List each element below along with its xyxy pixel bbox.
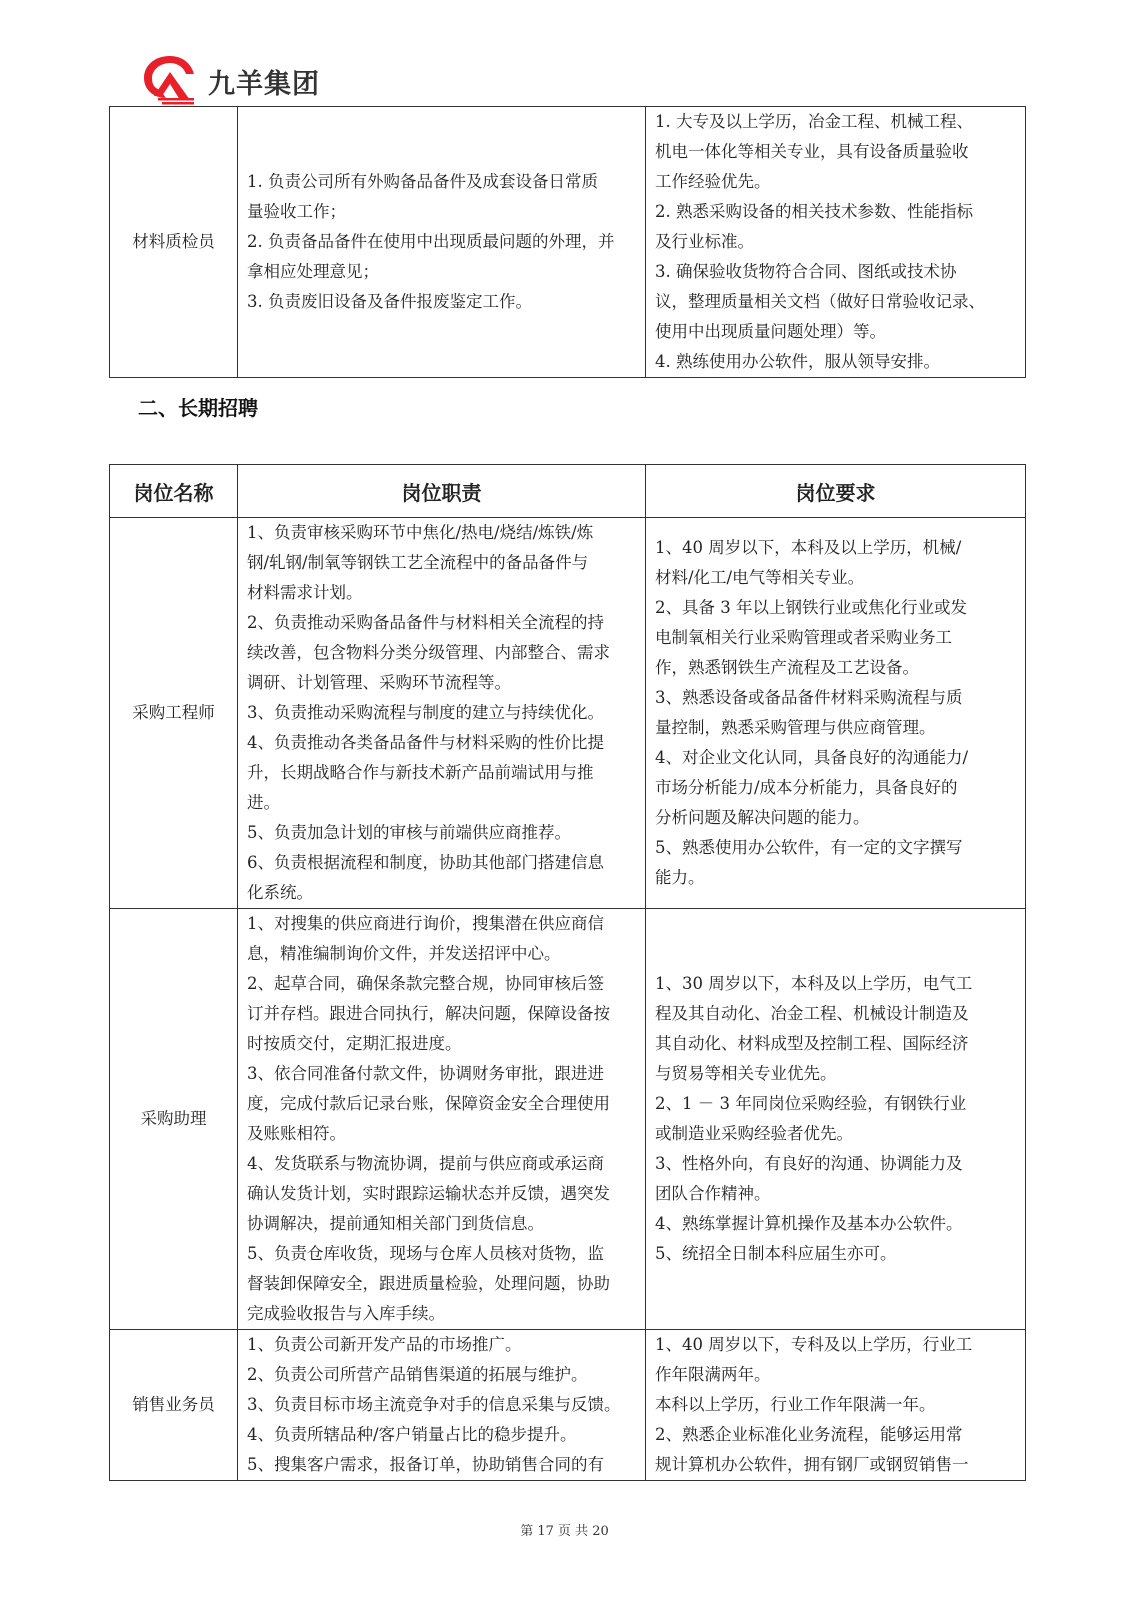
text-line: 材料/化工/电气等相关专业。 bbox=[655, 568, 865, 587]
position-requirements bbox=[646, 909, 1026, 1330]
text-line: 化系统。 bbox=[247, 883, 313, 902]
table-header-row bbox=[110, 465, 1026, 518]
company-name: 九羊集团 bbox=[208, 69, 320, 100]
text-line: 1. 大专及以上学历，冶金工程、机械工程、 bbox=[655, 112, 973, 131]
text-line: 3. 确保验收货物符合合同、图纸或技术协 bbox=[655, 262, 957, 281]
table-row bbox=[110, 107, 1026, 378]
text-line: 1. 负责公司所有外购备品备件及成套设备日常质 bbox=[247, 172, 598, 191]
text-line: 电制氧相关行业采购管理或者采购业务工 bbox=[655, 628, 952, 647]
text-line: 1、对搜集的供应商进行询价，搜集潜在供应商信 bbox=[247, 914, 604, 933]
text-line: 5、熟悉使用办公软件，有一定的文字撰写 bbox=[655, 838, 963, 857]
text-line: 量控制，熟悉采购管理与供应商管理。 bbox=[655, 718, 936, 737]
text-line: 进。 bbox=[247, 793, 280, 812]
position-duties bbox=[238, 909, 646, 1330]
text-line: 或制造业采购经验者优先。 bbox=[655, 1124, 853, 1143]
text-line: 4、对企业文化认同，具备良好的沟通能力/ bbox=[655, 748, 969, 767]
text-line: 工作经验优先。 bbox=[655, 172, 771, 191]
company-logo-icon bbox=[140, 50, 200, 106]
table-row bbox=[110, 518, 1026, 909]
text-line: 2、负责推动采购备品备件与材料相关全流程的持 bbox=[247, 613, 604, 632]
text-line: 5、搜集客户需求，报备订单，协助销售合同的有 bbox=[247, 1455, 604, 1474]
text-line: 督装卸保障安全，跟进质量检验，处理问题，协助 bbox=[247, 1274, 610, 1293]
header-duties: 岗位职责 bbox=[238, 465, 646, 518]
text-line: 及行业标准。 bbox=[655, 232, 754, 251]
page-footer: 第 17 页 共 20 bbox=[520, 1524, 609, 1539]
text-line: 2、熟悉企业标准化业务流程，能够运用常 bbox=[655, 1425, 963, 1444]
text-line: 拿相应处理意见； bbox=[247, 262, 379, 281]
text-line: 1、40 周岁以下，本科及以上学历，机械/ bbox=[655, 538, 962, 557]
text-line: 规计算机办公软件，拥有钢厂或钢贸销售一 bbox=[655, 1455, 969, 1474]
text-line: 2、负责公司所营产品销售渠道的拓展与维护。 bbox=[247, 1365, 588, 1384]
text-line: 本科以上学历，行业工作年限满一年。 bbox=[655, 1395, 936, 1414]
text-line: 1、负责公司新开发产品的市场推广。 bbox=[247, 1335, 522, 1354]
text-line: 1、30 周岁以下，本科及以上学历，电气工 bbox=[655, 974, 973, 993]
text-line: 1、40 周岁以下，专科及以上学历，行业工 bbox=[655, 1335, 973, 1354]
position-requirements bbox=[646, 518, 1026, 909]
text-line: 作年限满两年。 bbox=[655, 1365, 771, 1384]
text-line: 时按质交付，定期汇报进度。 bbox=[247, 1034, 462, 1053]
text-line: 5、统招全日制本科应届生亦可。 bbox=[655, 1244, 897, 1263]
top-recruitment-table bbox=[109, 106, 1026, 378]
position-name: 采购工程师 bbox=[110, 518, 238, 909]
text-line: 作，熟悉钢铁生产流程及工艺设备。 bbox=[655, 658, 919, 677]
text-line: 3、负责推动采购流程与制度的建立与持续优化。 bbox=[247, 703, 604, 722]
header-requirements: 岗位要求 bbox=[646, 465, 1026, 518]
text-line: 2、具备 3 年以上钢铁行业或焦化行业或发 bbox=[655, 598, 967, 617]
position-requirements bbox=[646, 1330, 1026, 1481]
text-line: 及账账相符。 bbox=[247, 1124, 346, 1143]
text-line: 市场分析能力/成本分析能力，具备良好的 bbox=[655, 778, 958, 797]
text-line: 升，长期战略合作与新技术新产品前端试用与推 bbox=[247, 763, 594, 782]
text-line: 4、负责推动各类备品备件与材料采购的性价比提 bbox=[247, 733, 604, 752]
position-duties bbox=[238, 518, 646, 909]
text-line: 息，精准编制询价文件，并发送招评中心。 bbox=[247, 944, 561, 963]
table-row bbox=[110, 1330, 1026, 1481]
text-line: 续改善，包含物料分类分级管理、内部整合、需求 bbox=[247, 643, 610, 662]
text-line: 3、负责目标市场主流竞争对手的信息采集与反馈。 bbox=[247, 1395, 621, 1414]
text-line: 4、负责所辖品种/客户销量占比的稳步提升。 bbox=[247, 1425, 577, 1444]
text-line: 钢/轧钢/制氧等钢铁工艺全流程中的备品备件与 bbox=[247, 553, 589, 572]
position-name: 材料质检员 bbox=[110, 107, 238, 378]
text-line: 调研、计划管理、采购环节流程等。 bbox=[247, 673, 511, 692]
text-line: 分析问题及解决问题的能力。 bbox=[655, 808, 870, 827]
text-line: 3. 负责废旧设备及备件报废鉴定工作。 bbox=[247, 292, 532, 311]
text-line: 与贸易等相关专业优先。 bbox=[655, 1064, 837, 1083]
text-line: 度，完成付款后记录台账，保障资金安全合理使用 bbox=[247, 1094, 610, 1113]
text-line: 能力。 bbox=[655, 868, 705, 887]
text-line: 其自动化、材料成型及控制工程、国际经济 bbox=[655, 1034, 969, 1053]
position-duties bbox=[238, 107, 646, 378]
text-line: 使用中出现质量问题处理）等。 bbox=[655, 322, 886, 341]
text-line: 订并存档。跟进合同执行，解决问题，保障设备按 bbox=[247, 1004, 610, 1023]
text-line: 确认发货计划，实时跟踪运输状态并反馈，遇突发 bbox=[247, 1184, 610, 1203]
text-line: 5、负责仓库收货，现场与仓库人员核对货物，监 bbox=[247, 1244, 604, 1263]
text-line: 机电一体化等相关专业，具有设备质量验收 bbox=[655, 142, 969, 161]
text-line: 1、负责审核采购环节中焦化/热电/烧结/炼铁/炼 bbox=[247, 523, 594, 542]
position-requirements bbox=[646, 107, 1026, 378]
text-line: 协调解决，提前通知相关部门到货信息。 bbox=[247, 1214, 544, 1233]
text-line: 完成验收报告与入库手续。 bbox=[247, 1304, 445, 1323]
text-line: 3、性格外向，有良好的沟通、协调能力及 bbox=[655, 1154, 963, 1173]
table-row bbox=[110, 909, 1026, 1330]
text-line: 3、依合同准备付款文件，协调财务审批，跟进进 bbox=[247, 1064, 604, 1083]
text-line: 2. 负责备品备件在使用中出现质最问题的外理，并 bbox=[247, 232, 615, 251]
section-title: 二、长期招聘 bbox=[138, 396, 258, 420]
text-line: 材料需求计划。 bbox=[247, 583, 363, 602]
position-name: 采购助理 bbox=[110, 909, 238, 1330]
text-line: 2、起草合同，确保条款完整合规，协同审核后签 bbox=[247, 974, 604, 993]
text-line: 4. 熟练使用办公软件，服从领导安排。 bbox=[655, 352, 940, 371]
text-line: 量验收工作； bbox=[247, 202, 346, 221]
long-term-recruitment-table bbox=[109, 464, 1026, 1481]
text-line: 团队合作精神。 bbox=[655, 1184, 771, 1203]
text-line: 5、负责加急计划的审核与前端供应商推荐。 bbox=[247, 823, 571, 842]
text-line: 4、发货联系与物流协调，提前与供应商或承运商 bbox=[247, 1154, 604, 1173]
text-line: 3、熟悉设备或备品备件材料采购流程与质 bbox=[655, 688, 963, 707]
text-line: 程及其自动化、冶金工程、机械设计制造及 bbox=[655, 1004, 969, 1023]
text-line: 2. 熟悉采购设备的相关技术参数、性能指标 bbox=[655, 202, 973, 221]
text-line: 4、熟练掌握计算机操作及基本办公软件。 bbox=[655, 1214, 963, 1233]
text-line: 2、1 － 3 年同岗位采购经验，有钢铁行业 bbox=[655, 1094, 967, 1113]
text-line: 6、负责根据流程和制度，协助其他部门搭建信息 bbox=[247, 853, 604, 872]
text-line: 议，整理质量相关文档（做好日常验收记录、 bbox=[655, 292, 985, 311]
header-position-name: 岗位名称 bbox=[110, 465, 238, 518]
position-name: 销售业务员 bbox=[110, 1330, 238, 1481]
position-duties bbox=[238, 1330, 646, 1481]
